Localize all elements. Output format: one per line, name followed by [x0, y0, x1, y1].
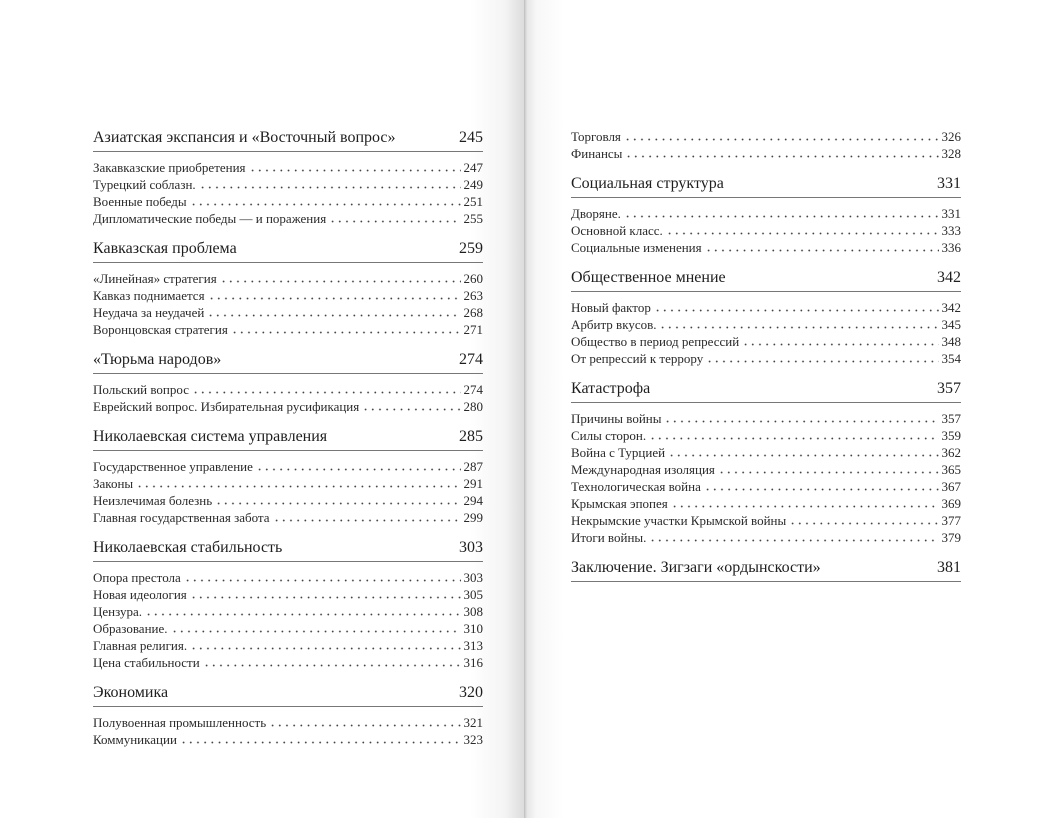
entry-page-number: 365 [941, 462, 961, 477]
dot-leader [654, 302, 939, 312]
entry-title: Главная религия. [93, 638, 188, 653]
dot-leader [256, 461, 461, 471]
toc-entry[interactable] [93, 398, 483, 415]
toc-entry[interactable] [571, 478, 961, 495]
entry-list [571, 299, 961, 367]
entry-title: Причины войны [571, 411, 662, 426]
entry-page-number: 326 [941, 129, 961, 144]
entry-title: Польский вопрос [93, 382, 189, 397]
entry-page-number: 291 [463, 476, 483, 491]
entry-list [93, 569, 483, 671]
toc-entry[interactable] [571, 410, 961, 427]
entry-title: Новый фактор [571, 300, 651, 315]
dot-leader [208, 290, 461, 300]
entry-page-number: 367 [941, 479, 961, 494]
section-heading[interactable] [571, 558, 961, 582]
toc-section [93, 683, 483, 748]
section-page-number: 245 [459, 129, 483, 146]
section-page-number: 274 [459, 351, 483, 368]
entry-page-number: 328 [941, 146, 961, 161]
dot-leader [171, 623, 461, 633]
dot-leader [190, 196, 461, 206]
entry-title: Турецкий соблазн. [93, 177, 196, 192]
entry-page-number: 294 [463, 493, 483, 508]
dot-leader [249, 162, 461, 172]
section-page-number: 303 [459, 539, 483, 556]
dot-leader [184, 572, 461, 582]
toc-entry[interactable] [571, 495, 961, 512]
toc-entry[interactable] [571, 461, 961, 478]
section-page-number: 285 [459, 428, 483, 445]
entry-title: Государственное управление [93, 459, 253, 474]
section-heading[interactable] [571, 379, 961, 403]
toc-entry[interactable] [93, 210, 483, 227]
toc-entry[interactable] [93, 159, 483, 176]
dot-leader [671, 498, 939, 508]
entry-title: Технологическая война [571, 479, 701, 494]
section-page-number: 357 [937, 380, 961, 397]
entry-page-number: 310 [463, 621, 483, 636]
entry-list [571, 128, 961, 162]
section-page-number: 331 [937, 175, 961, 192]
toc-entry[interactable] [571, 512, 961, 529]
entry-page-number: 323 [463, 732, 483, 747]
entry-title: Опора престола [93, 570, 181, 585]
toc-entry[interactable] [93, 731, 483, 748]
section-heading[interactable] [571, 174, 961, 198]
dot-leader [742, 336, 938, 346]
dot-leader [659, 319, 938, 329]
dot-leader [624, 131, 939, 141]
entry-list [93, 270, 483, 338]
toc-entry[interactable] [571, 128, 961, 145]
entry-page-number: 274 [463, 382, 483, 397]
section-title: «Тюрьма народов» [93, 351, 222, 368]
toc-entry[interactable] [93, 458, 483, 475]
entry-page-number: 313 [463, 638, 483, 653]
entry-page-number: 336 [941, 240, 961, 255]
entry-list [93, 458, 483, 526]
toc-section [93, 239, 483, 338]
entry-title: Социальные изменения [571, 240, 702, 255]
entry-title: Основной класс. [571, 223, 663, 238]
toc-section [93, 427, 483, 526]
entry-title: Образование. [93, 621, 168, 636]
dot-leader [789, 515, 938, 525]
entry-title: Финансы [571, 146, 623, 161]
toc-section [571, 379, 961, 546]
section-title: Социальная структура [571, 175, 724, 192]
entry-title: Коммуникации [93, 732, 177, 747]
dot-leader [231, 324, 461, 334]
entry-title: Война с Турцией [571, 445, 666, 460]
dot-leader [269, 717, 460, 727]
section-title: Катастрофа [571, 380, 651, 397]
toc-entry[interactable] [571, 239, 961, 256]
toc-entry[interactable] [571, 529, 961, 546]
dot-leader [190, 589, 461, 599]
entry-page-number: 255 [463, 211, 483, 226]
entry-title: Кавказ поднимается [93, 288, 205, 303]
dot-leader [362, 401, 460, 411]
entry-list [93, 381, 483, 415]
toc-entry[interactable] [571, 145, 961, 162]
toc-entry[interactable] [93, 509, 483, 526]
toc-entry[interactable] [93, 620, 483, 637]
toc-section [571, 268, 961, 367]
dot-leader [220, 273, 461, 283]
toc-entry[interactable] [571, 333, 961, 350]
entry-page-number: 333 [941, 223, 961, 238]
toc-entry[interactable] [571, 205, 961, 222]
toc-section [571, 128, 961, 162]
section-title: Заключение. Зигзаги «ордынскости» [571, 559, 821, 576]
toc-entry[interactable] [93, 492, 483, 509]
entry-title: Военные победы [93, 194, 187, 209]
entry-page-number: 369 [941, 496, 961, 511]
toc-entry[interactable] [571, 350, 961, 367]
dot-leader [207, 307, 460, 317]
entry-page-number: 316 [463, 655, 483, 670]
section-title: Общественное мнение [571, 269, 726, 286]
toc-entry[interactable] [571, 427, 961, 444]
entry-title: Неизлечимая болезнь [93, 493, 213, 508]
section-page-number: 381 [937, 559, 961, 576]
entry-title: Полувоенная промышленность [93, 715, 267, 730]
entry-title: Крымская эпопея [571, 496, 668, 511]
toc-entry[interactable] [571, 222, 961, 239]
entry-page-number: 357 [941, 411, 961, 426]
entry-title: Итоги войны. [571, 530, 647, 545]
entry-title: Международная изоляция [571, 462, 715, 477]
toc-entry[interactable] [93, 176, 483, 193]
toc-section [571, 174, 961, 256]
toc-entry[interactable] [571, 316, 961, 333]
section-title: Николаевская стабильность [93, 539, 283, 556]
dot-leader [192, 384, 461, 394]
dot-leader [180, 734, 461, 744]
entry-title: Торговля [571, 129, 621, 144]
dot-leader [215, 495, 460, 505]
dot-leader [705, 242, 939, 252]
entry-title: Новая идеология [93, 587, 187, 602]
entry-page-number: 249 [463, 177, 483, 192]
toc-entry[interactable] [571, 299, 961, 316]
entry-page-number: 379 [941, 530, 961, 545]
dot-leader [145, 606, 461, 616]
dot-leader [666, 225, 939, 235]
entry-page-number: 280 [463, 399, 483, 414]
entry-title: Некрымские участки Крымской войны [571, 513, 787, 528]
entry-title: Неудача за неудачей [93, 305, 205, 320]
section-title: Кавказская проблема [93, 240, 237, 257]
entry-list [571, 205, 961, 256]
toc-entry[interactable] [93, 714, 483, 731]
section-heading[interactable] [571, 268, 961, 292]
entry-page-number: 342 [941, 300, 961, 315]
entry-page-number: 260 [463, 271, 483, 286]
toc-entry[interactable] [93, 304, 483, 321]
entry-title: От репрессий к террору [571, 351, 704, 366]
dot-leader [706, 353, 938, 363]
section-page-number: 320 [459, 684, 483, 701]
dot-leader [203, 657, 461, 667]
toc-entry[interactable] [93, 569, 483, 586]
section-title: Экономика [93, 684, 169, 701]
dot-leader [649, 430, 938, 440]
toc-entry[interactable] [571, 444, 961, 461]
entry-list [571, 410, 961, 546]
entry-page-number: 321 [463, 715, 483, 730]
entry-page-number: 377 [941, 513, 961, 528]
section-heading[interactable] [93, 128, 483, 152]
toc-entry[interactable] [93, 321, 483, 338]
toc-entry[interactable] [93, 654, 483, 671]
entry-page-number: 345 [941, 317, 961, 332]
entry-list [93, 714, 483, 748]
entry-title: «Линейная» стратегия [93, 271, 217, 286]
section-title: Азиатская экспансия и «Восточный вопрос» [93, 129, 396, 146]
entry-title: Общество в период репрессий [571, 334, 740, 349]
entry-title: Закавказские приобретения [93, 160, 246, 175]
entry-page-number: 268 [463, 305, 483, 320]
entry-page-number: 247 [463, 160, 483, 175]
section-heading[interactable] [93, 427, 483, 451]
entry-title: Арбитр вкусов. [571, 317, 657, 332]
toc-section [93, 128, 483, 227]
toc-entry[interactable] [93, 270, 483, 287]
entry-title: Воронцовская стратегия [93, 322, 228, 337]
toc-entry[interactable] [93, 193, 483, 210]
entry-page-number: 303 [463, 570, 483, 585]
dot-leader [273, 512, 461, 522]
section-heading[interactable] [93, 239, 483, 263]
entry-page-number: 299 [463, 510, 483, 525]
left-page [0, 0, 524, 818]
dot-leader [668, 447, 938, 457]
entry-page-number: 362 [941, 445, 961, 460]
toc-section [93, 350, 483, 415]
toc-entry[interactable] [93, 586, 483, 603]
dot-leader [190, 640, 460, 650]
section-page-number: 259 [459, 240, 483, 257]
section-heading[interactable] [93, 538, 483, 562]
entry-page-number: 308 [463, 604, 483, 619]
toc-entry[interactable] [93, 475, 483, 492]
dot-leader [664, 413, 938, 423]
dot-leader [199, 179, 461, 189]
entry-title: Законы [93, 476, 134, 491]
right-page [524, 0, 1057, 818]
section-title: Николаевская система управления [93, 428, 328, 445]
entry-title: Главная государственная забота [93, 510, 270, 525]
dot-leader [329, 213, 460, 223]
section-heading[interactable] [93, 683, 483, 707]
entry-title: Дипломатические победы — и поражения [93, 211, 327, 226]
entry-page-number: 263 [463, 288, 483, 303]
toc-entry[interactable] [93, 603, 483, 620]
toc-section [93, 538, 483, 671]
dot-leader [136, 478, 460, 488]
entry-page-number: 348 [941, 334, 961, 349]
entry-page-number: 271 [463, 322, 483, 337]
dot-leader [624, 208, 939, 218]
toc-column-right [571, 128, 961, 594]
entry-title: Цена стабильности [93, 655, 200, 670]
dot-leader [625, 148, 938, 158]
entry-page-number: 305 [463, 587, 483, 602]
toc-entry[interactable] [93, 637, 483, 654]
toc-entry[interactable] [93, 381, 483, 398]
entry-title: Силы сторон. [571, 428, 647, 443]
dot-leader [704, 481, 939, 491]
dot-leader [718, 464, 939, 474]
toc-entry[interactable] [93, 287, 483, 304]
entry-page-number: 354 [941, 351, 961, 366]
section-heading[interactable] [93, 350, 483, 374]
section-page-number: 342 [937, 269, 961, 286]
entry-page-number: 359 [941, 428, 961, 443]
entry-page-number: 287 [463, 459, 483, 474]
entry-title: Цензура. [93, 604, 142, 619]
toc-section [571, 558, 961, 582]
toc-column-left [93, 128, 483, 760]
entry-title: Дворяне. [571, 206, 621, 221]
dot-leader [649, 532, 938, 542]
entry-page-number: 251 [463, 194, 483, 209]
entry-page-number: 331 [941, 206, 961, 221]
entry-title: Еврейский вопрос. Избирательная русификация [93, 399, 360, 414]
entry-list [93, 159, 483, 227]
